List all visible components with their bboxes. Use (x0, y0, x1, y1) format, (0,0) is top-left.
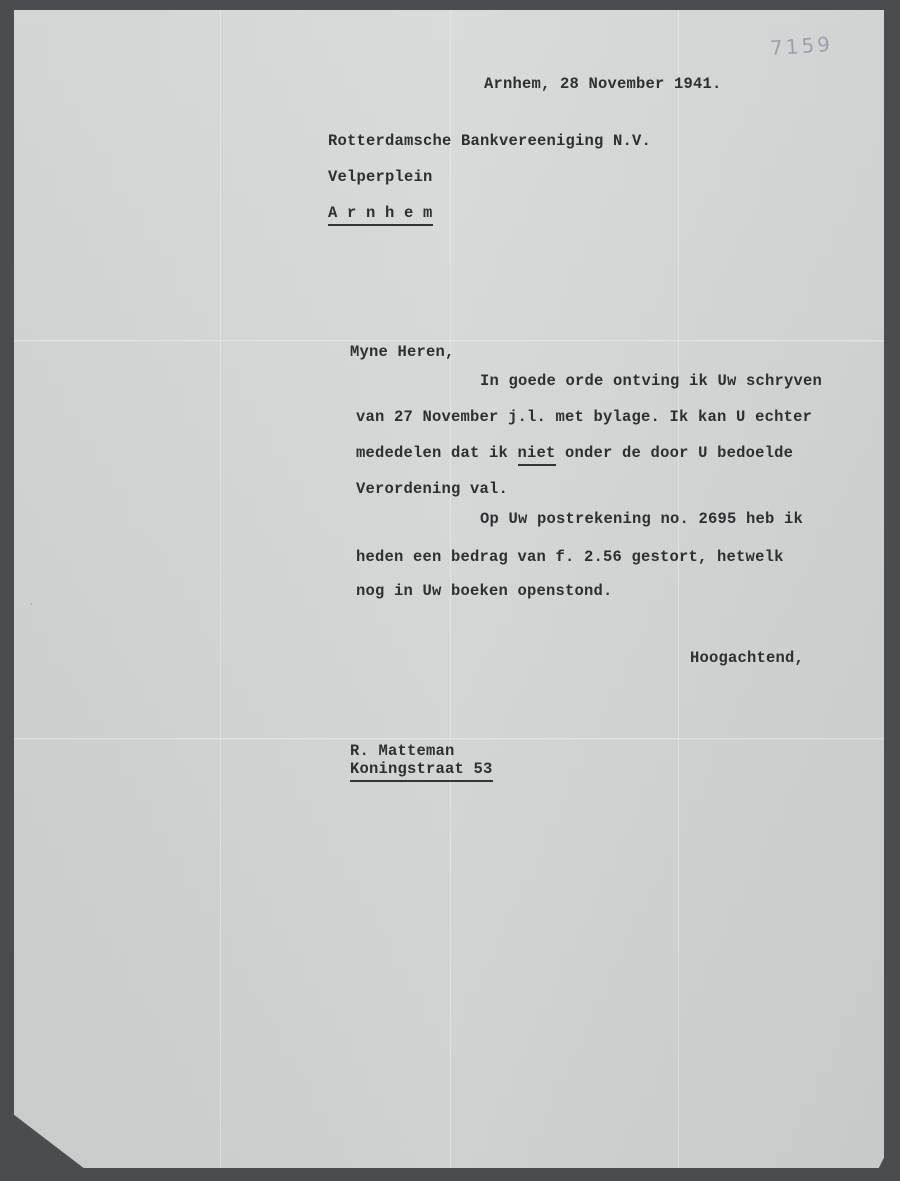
fold-line (678, 10, 679, 1168)
body-text: onder de door U bedoelde (555, 444, 794, 462)
paper-mark: · (30, 600, 33, 609)
sender-address: Koningstraat 53 (350, 762, 493, 782)
salutation: Myne Heren, (350, 343, 455, 361)
body-line: Verordening val. (356, 480, 509, 498)
closing: Hoogachtend, (690, 649, 805, 667)
body-line: nog in Uw boeken openstond. (356, 582, 613, 600)
body-line: heden een bedrag van f. 2.56 gestort, hetwelk (356, 548, 784, 566)
recipient-street: Velperplein (328, 168, 433, 186)
fold-line (220, 10, 221, 1168)
body-line (356, 446, 793, 462)
date-line: Arnhem, 28 November 1941. (484, 75, 722, 93)
body-line: Op Uw postrekening no. 2695 heb ik (480, 510, 804, 528)
recipient-city: A r n h e m (328, 206, 433, 226)
emphasized-word: niet (518, 444, 556, 466)
body-line: van 27 November j.l. met bylage. Ik kan U echter (356, 408, 813, 426)
fold-line (14, 738, 884, 740)
archive-reference-number: 7159 (769, 31, 834, 61)
body-line: In goede orde ontving ik Uw schryven (480, 372, 823, 390)
fold-line (14, 340, 884, 342)
recipient-name: Rotterdamsche Bankvereeniging N.V. (328, 132, 652, 150)
body-text: mededelen dat ik (356, 444, 518, 462)
sender-name: R. Matteman (350, 742, 455, 760)
